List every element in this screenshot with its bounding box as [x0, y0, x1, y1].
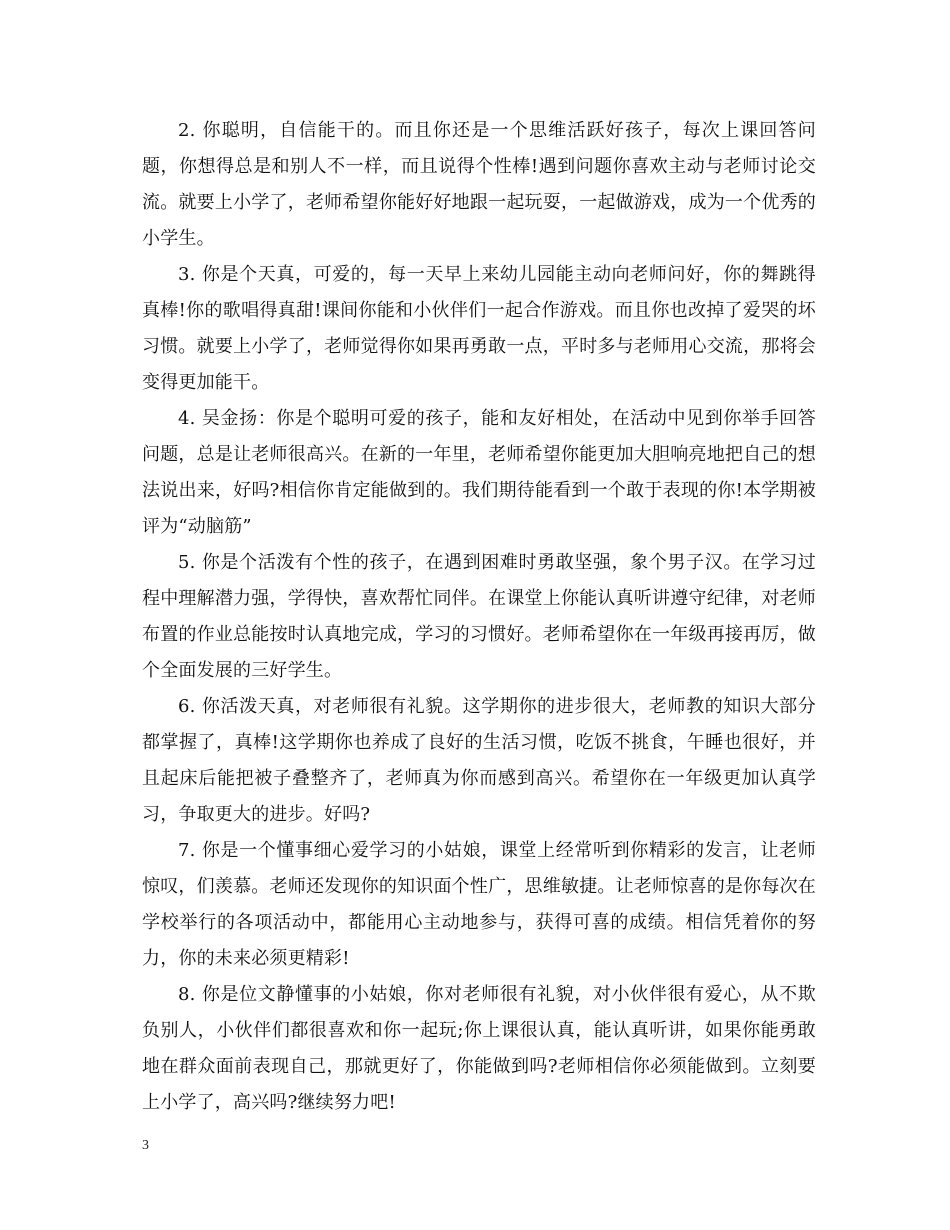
paragraph-6: 6. 你活泼天真，对老师很有礼貌。这学期你的进步很大，老师教的知识大部分都掌握了，真棒!这学期你也养成了良好的生活习惯，吃饭不挑食，午睡也很好，并且起床后能把被子叠整齐了，老师真为你而感到高兴。希望你在一年级更加认真学习，争取更大的进步。好吗?: [142, 696, 816, 825]
paragraph-5: 5. 你是个活泼有个性的孩子，在遇到困难时勇敢坚强，象个男子汉。在学习过程中理解潜力强，学得快，喜欢帮忙同伴。在课堂上你能认真听讲遵守纪律，对老师布置的作业总能按时认真地完成，学习的习惯好。老师希望你在一年级再接再厉，做个全面发展的三好学生。: [142, 552, 816, 681]
paragraph-7: 7. 你是一个懂事细心爱学习的小姑娘，课堂上经常听到你精彩的发言，让老师惊叹，们羡慕。老师还发现你的知识面个性广，思维敏捷。让老师惊喜的是你每次在学校举行的各项活动中，都能用心主动地参与，获得可喜的成绩。相信凭着你的努力，你的未来必须更精彩!: [142, 840, 816, 969]
page-number: 3: [142, 1138, 149, 1153]
paragraph-8: 8. 你是位文静懂事的小姑娘，你对老师很有礼貌，对小伙伴很有爱心，从不欺负别人，小伙伴们都很喜欢和你一起玩;你上课很认真，能认真听讲，如果你能勇敢地在群众面前表现自己，那就更好了，你能做到吗?老师相信你必须能做到。立刻要上小学了，高兴吗?继续努力吧!: [142, 984, 816, 1113]
document-body: [142, 113, 816, 1121]
paragraph-3: 3. 你是个天真，可爱的，每一天早上来幼儿园能主动向老师问好，你的舞跳得真棒!你的歌唱得真甜!课间你能和小伙伴们一起合作游戏。而且你也改掉了爱哭的坏习惯。就要上小学了，老师觉得你如果再勇敢一点，平时多与老师用心交流，那将会变得更加能干。: [142, 264, 816, 393]
paragraph-2: 2. 你聪明，自信能干的。而且你还是一个思维活跃好孩子，每次上课回答问题，你想得总是和别人不一样，而且说得个性棒!遇到问题你喜欢主动与老师讨论交流。就要上小学了，老师希望你能好好地跟一起玩耍，一起做游戏，成为一个优秀的小学生。: [142, 120, 816, 249]
paragraph-4: 4. 吴金扬：你是个聪明可爱的孩子，能和友好相处，在活动中见到你举手回答问题，总是让老师很高兴。在新的一年里，老师希望你能更加大胆响亮地把自己的想法说出来，好吗?相信你肯定能做到的。我们期待能看到一个敢于表现的你!本学期被评为“动脑筋”: [142, 408, 816, 537]
